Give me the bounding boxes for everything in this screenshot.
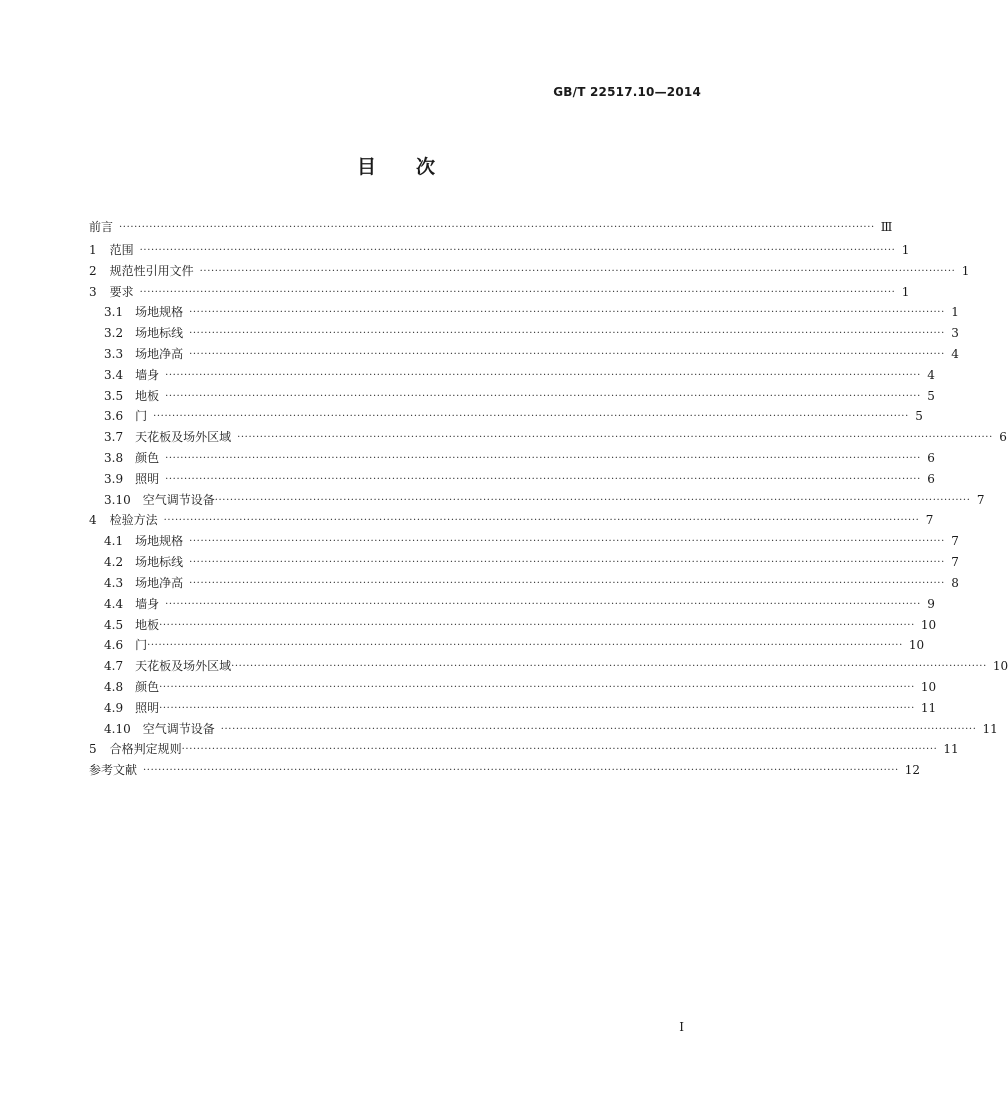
toc-leader-dots: ········································································································································································································ bbox=[181, 744, 938, 756]
toc-leader-dots: ········································································································································································································ bbox=[165, 390, 921, 402]
toc-entry-title: 场地净高 bbox=[135, 575, 184, 590]
toc-entry[interactable] bbox=[89, 635, 925, 656]
toc-entry[interactable] bbox=[89, 261, 970, 282]
toc-entry-title: 场地规格 bbox=[135, 534, 184, 549]
toc-entry[interactable] bbox=[89, 615, 937, 636]
toc-entry-title: 天花板及场外区域 bbox=[135, 659, 232, 674]
toc-leader-dots: ········································································································································································································ bbox=[119, 221, 875, 233]
toc-leader-dots: ········································································································································································································ bbox=[147, 640, 903, 652]
toc-entry-title: 参考文献 bbox=[89, 763, 138, 778]
toc-leader-dots: ········································································································································································································ bbox=[189, 307, 945, 319]
toc-entry-number: 4.1 bbox=[104, 534, 124, 549]
toc-entry-title: 门 bbox=[135, 409, 148, 424]
toc-entry-page: 8 bbox=[951, 575, 959, 590]
toc-leader-dots: ········································································································································································································ bbox=[189, 349, 945, 360]
toc-entry-page: 1 bbox=[951, 305, 959, 320]
toc-leader-dots: ········································································································································································································ bbox=[165, 452, 921, 464]
toc-entry[interactable] bbox=[89, 594, 935, 615]
toc-entry-page: 7 bbox=[976, 492, 985, 507]
toc-entry-number: 4.2 bbox=[104, 555, 124, 570]
toc-leader-dots: ········································································································································································································ bbox=[165, 369, 921, 381]
toc-entry-title: 要求 bbox=[109, 284, 134, 299]
toc-entry-title: 门 bbox=[135, 638, 148, 653]
toc-entry-page: 7 bbox=[951, 534, 959, 549]
toc-entry[interactable] bbox=[89, 344, 959, 365]
toc-entry-title: 场地标线 bbox=[135, 326, 184, 341]
toc-leader-dots: ········································································································································································································ bbox=[153, 411, 909, 423]
page-title-part1: 目 bbox=[356, 156, 376, 178]
toc-entry-number: 4.4 bbox=[104, 596, 124, 611]
toc-entry-title: 空气调节设备 bbox=[142, 721, 215, 736]
toc-entry[interactable] bbox=[89, 573, 959, 594]
toc-entry-number: 4.9 bbox=[104, 700, 124, 715]
toc-entry-page: 9 bbox=[927, 596, 935, 611]
toc-entry-number: 4.7 bbox=[104, 659, 124, 674]
toc-entry[interactable] bbox=[89, 365, 935, 386]
toc-leader-dots: ········································································································································································································ bbox=[159, 702, 915, 714]
toc-entry[interactable] bbox=[89, 656, 1008, 677]
toc-entry[interactable] bbox=[89, 323, 959, 344]
toc-entry[interactable] bbox=[89, 490, 985, 511]
toc-entry-page: 5 bbox=[927, 388, 935, 403]
toc-entry-page: 1 bbox=[961, 263, 970, 278]
toc-entry-number: 4.8 bbox=[104, 679, 124, 694]
toc-entry-title: 照明 bbox=[135, 471, 160, 486]
toc-entry-page: 6 bbox=[999, 430, 1007, 445]
toc-entry[interactable] bbox=[89, 760, 921, 781]
toc-entry-title: 地板 bbox=[135, 388, 160, 403]
toc-entry-title: 照明 bbox=[135, 700, 160, 715]
toc-entry-page: 4 bbox=[927, 367, 935, 382]
toc-entry-page: 10 bbox=[992, 659, 1008, 674]
toc-entry[interactable] bbox=[89, 510, 934, 531]
toc-entry-page: 6 bbox=[927, 450, 935, 465]
toc-entry-title: 墙身 bbox=[135, 596, 160, 611]
toc-entry-title: 场地净高 bbox=[135, 347, 184, 361]
toc-entry[interactable] bbox=[89, 719, 998, 740]
toc-entry-number: 3.10 bbox=[104, 492, 131, 507]
toc-entry-page: 7 bbox=[951, 555, 959, 570]
toc-entry[interactable] bbox=[89, 677, 937, 698]
toc-entry[interactable] bbox=[89, 448, 935, 469]
toc-entry-number: 1 bbox=[89, 242, 97, 257]
toc-entry-page: 4 bbox=[951, 347, 959, 361]
toc-entry-page: 10 bbox=[908, 638, 925, 653]
toc-entry-page: 3 bbox=[951, 326, 959, 341]
toc-entry-number: 3.1 bbox=[104, 305, 124, 320]
toc-entry-title: 范围 bbox=[109, 242, 134, 257]
toc-leader-dots: ········································································································································································································ bbox=[165, 598, 921, 610]
toc-entry-number: 2 bbox=[89, 263, 97, 278]
toc-entry-page: 10 bbox=[920, 617, 937, 632]
table-of-contents bbox=[89, 215, 1008, 781]
toc-entry-number: 4.6 bbox=[104, 638, 124, 653]
toc-entry-title: 天花板及场外区域 bbox=[135, 430, 232, 445]
toc-entry-number: 3.3 bbox=[104, 347, 124, 361]
toc-entry-number: 3.9 bbox=[104, 471, 124, 486]
toc-entry-page: 12 bbox=[904, 763, 921, 778]
toc-entry[interactable] bbox=[89, 427, 1007, 448]
toc-entry-page: 11 bbox=[920, 700, 937, 715]
toc-entry-page: Ⅲ bbox=[880, 219, 893, 234]
toc-entry-number: 3.4 bbox=[104, 367, 124, 382]
toc-entry[interactable] bbox=[89, 406, 923, 427]
toc-entry-page: 5 bbox=[915, 409, 923, 424]
page-title bbox=[0, 152, 792, 179]
toc-entry-title: 场地标线 bbox=[135, 555, 184, 570]
toc-entry[interactable] bbox=[89, 552, 959, 573]
toc-leader-dots: ········································································································································································································ bbox=[231, 661, 987, 673]
footer-page-number: I bbox=[679, 1020, 684, 1034]
toc-entry-title: 规范性引用文件 bbox=[109, 263, 194, 278]
toc-entry-number: 3.2 bbox=[104, 326, 124, 341]
toc-leader-dots: ········································································································································································································ bbox=[237, 432, 993, 444]
toc-entry-title: 场地规格 bbox=[135, 305, 184, 320]
toc-leader-dots: ········································································································································································································ bbox=[189, 557, 945, 569]
toc-entry-page: 11 bbox=[943, 742, 959, 757]
toc-entry-page: 10 bbox=[920, 679, 937, 694]
toc-entry[interactable] bbox=[89, 739, 959, 760]
toc-entry-number: 4 bbox=[89, 513, 97, 528]
toc-entry-number: 4.5 bbox=[104, 617, 124, 632]
toc-entry-page: 6 bbox=[927, 471, 935, 486]
standard-code: GB/T 22517.10—2014 bbox=[553, 85, 701, 99]
toc-entry-title: 墙身 bbox=[135, 367, 160, 382]
toc-entry[interactable] bbox=[89, 386, 935, 407]
toc-leader-dots: ········································································································································································································ bbox=[189, 536, 945, 548]
toc-entry-page: 1 bbox=[901, 242, 910, 257]
toc-entry-page: 1 bbox=[901, 284, 910, 299]
toc-entry-number: 4.3 bbox=[104, 575, 124, 590]
toc-leader-dots: ········································································································································································································ bbox=[199, 265, 956, 277]
toc-leader-dots: ········································································································································································································ bbox=[139, 286, 896, 298]
toc-entry[interactable] bbox=[89, 531, 959, 552]
toc-entry-number: 3.8 bbox=[104, 450, 124, 465]
toc-entry-title: 颜色 bbox=[135, 450, 160, 465]
toc-leader-dots: ········································································································································································································ bbox=[214, 494, 971, 506]
page-title-part2: 次 bbox=[416, 156, 436, 178]
toc-leader-dots: ········································································································································································································ bbox=[189, 328, 945, 340]
toc-leader-dots: ········································································································································································································ bbox=[159, 681, 915, 693]
toc-entry-title: 空气调节设备 bbox=[142, 492, 215, 507]
toc-entry[interactable] bbox=[89, 282, 910, 303]
toc-entry[interactable] bbox=[89, 215, 893, 240]
toc-leader-dots: ········································································································································································································ bbox=[143, 765, 899, 777]
toc-entry-page: 7 bbox=[925, 513, 934, 528]
toc-leader-dots: ········································································································································································································ bbox=[165, 473, 921, 485]
toc-entry-number: 3 bbox=[89, 284, 97, 299]
toc-entry[interactable] bbox=[89, 303, 959, 324]
toc-leader-dots: ········································································································································································································ bbox=[163, 515, 920, 527]
toc-leader-dots: ········································································································································································································ bbox=[139, 244, 896, 256]
toc-entry-number: 4.10 bbox=[104, 721, 131, 736]
toc-entry-number: 3.7 bbox=[104, 430, 124, 445]
toc-leader-dots: ········································································································································································································ bbox=[220, 723, 977, 735]
toc-leader-dots: ········································································································································································································ bbox=[159, 619, 915, 631]
toc-entry-title: 地板 bbox=[135, 617, 160, 632]
toc-entry-number: 5 bbox=[89, 742, 97, 757]
toc-entry[interactable] bbox=[89, 469, 935, 490]
toc-entry-title: 合格判定规则 bbox=[109, 742, 182, 757]
toc-entry-title: 颜色 bbox=[135, 679, 160, 694]
toc-entry-title: 前言 bbox=[89, 219, 114, 234]
toc-leader-dots: ········································································································································································································ bbox=[189, 577, 945, 589]
toc-entry[interactable] bbox=[89, 698, 937, 719]
toc-entry-page: 11 bbox=[982, 721, 998, 736]
toc-entry[interactable] bbox=[89, 240, 910, 261]
toc-entry-number: 3.6 bbox=[104, 409, 124, 424]
toc-entry-number: 3.5 bbox=[104, 388, 124, 403]
toc-entry-title: 检验方法 bbox=[109, 513, 158, 528]
